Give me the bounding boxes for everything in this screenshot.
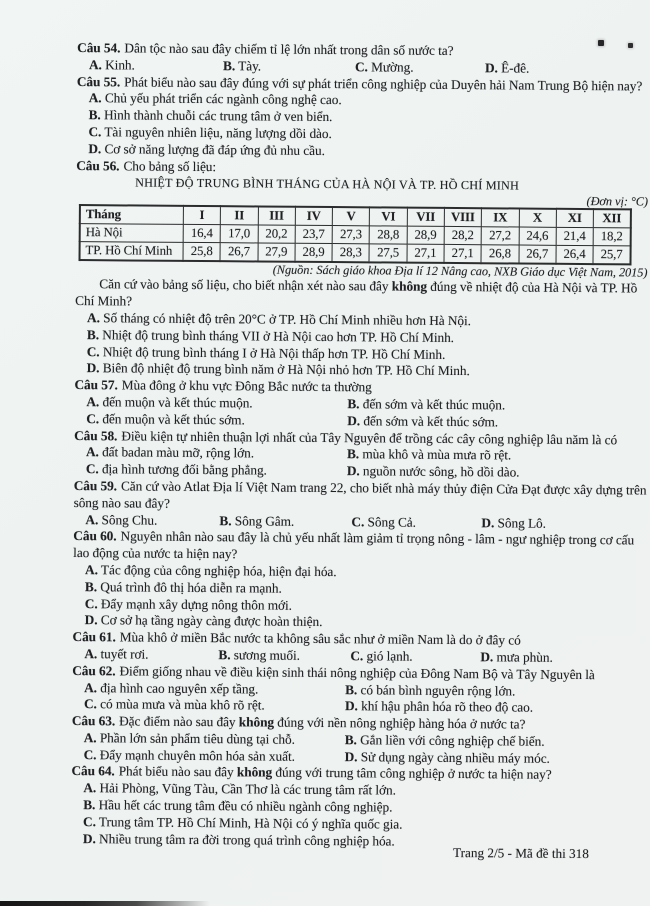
table-cell: 27,5: [369, 244, 406, 263]
table-cell: 27,3: [332, 226, 369, 244]
option-b: [219, 513, 351, 531]
question-64: [71, 764, 646, 852]
question-number: Câu 63.: [71, 713, 116, 729]
options: [73, 562, 648, 634]
option-text: Sông Gâm.: [234, 512, 295, 529]
option-text: Mường.: [371, 59, 414, 75]
option-text: đến muộn và kết thúc sớm.: [102, 411, 245, 428]
table-cell: 18,2: [593, 228, 631, 246]
question-text: [74, 478, 648, 516]
question-text-segment: không: [236, 764, 273, 781]
question-number: Câu 61.: [72, 629, 116, 645]
option-letter: A.: [84, 646, 98, 662]
option-c: [355, 59, 485, 77]
option-text: có bán bình nguyên rộng lớn.: [360, 681, 516, 699]
option-c: [86, 461, 347, 480]
option-letter: B.: [345, 681, 358, 697]
scan-dot-artifact: [598, 40, 604, 46]
scan-edge-artifact: [0, 901, 210, 906]
option-text: mùa khô và mùa mưa rõ rệt.: [362, 446, 512, 463]
option-letter: B.: [86, 326, 100, 342]
question-number: Câu 64.: [71, 763, 115, 779]
option-b: [218, 647, 350, 665]
option-letter: D.: [84, 612, 98, 628]
option-a: [84, 646, 218, 664]
option-d: [481, 515, 647, 533]
table-cell: 21,4: [556, 228, 593, 246]
option-text: Ê-đê.: [501, 60, 530, 76]
table-header-cell: VI: [370, 208, 407, 227]
option-letter: A.: [83, 780, 97, 796]
option-text: Gắn liền với công nghiệp chế biến.: [360, 732, 545, 749]
option-letter: B.: [219, 512, 232, 528]
table-title: NHIỆT ĐỘ TRUNG BÌNH THÁNG CỦA HÀ NỘI VÀ TP. HỒ CHÍ MINH: [135, 175, 520, 193]
table-cell: 20,2: [258, 225, 295, 243]
option-letter: C.: [88, 124, 102, 140]
option-letter: C.: [86, 410, 100, 426]
options: [72, 680, 646, 718]
option-letter: D.: [82, 830, 96, 846]
question-text-segment: Phát biểu nào sau đây đúng với sự phát triển công nghiệp của Duyên hải Nam Trung Bộ hiện nay?: [124, 74, 643, 94]
option-letter: A.: [84, 679, 98, 695]
question-text-segment: không: [391, 278, 428, 295]
option-text: Đẩy mạnh chuyên môn hóa sản xuất.: [99, 746, 295, 764]
option-text: Chủ yếu phát triển các ngành công nghệ cao.: [104, 90, 342, 108]
option-letter: A.: [85, 511, 99, 527]
options: [75, 310, 650, 382]
option-letter: A.: [85, 562, 98, 578]
question-text-segment: Mùa đông ở khu vực Đông Bắc nước ta thường: [121, 377, 372, 395]
option-text: Hình thành chuỗi các trung tâm ở ven biển.: [103, 107, 333, 125]
table-header-cell: I: [183, 206, 220, 225]
option-letter: A.: [88, 56, 102, 73]
question-57: [74, 377, 648, 432]
question-text-segment: Mùa khô ở miền Bắc nước ta không sâu sắc như ở miền Nam là do ở đây có: [119, 629, 521, 648]
option-letter: C.: [85, 461, 99, 477]
table-cell: 28,3: [332, 244, 369, 263]
table-header-cell: IX: [482, 209, 519, 228]
option-text: đến sớm và kết thúc muộn.: [362, 396, 506, 413]
option-letter: D.: [347, 412, 361, 429]
options: [74, 444, 648, 482]
table-header-cell: XII: [593, 209, 631, 228]
question-text-segment: đúng với nền nông nghiệp hàng hóa ở nước ta?: [273, 714, 526, 732]
question-number: Câu 56.: [76, 157, 120, 173]
option-text: Nhiệt độ trung bình tháng VII ở Hà Nội cao hơn TP. Hồ Chí Minh.: [102, 327, 455, 345]
table-cell: 17,0: [220, 225, 257, 243]
option-text: tuyết rơi.: [100, 646, 149, 662]
option-letter: C.: [83, 696, 97, 712]
option-text: Đẩy mạnh xây dựng nông thôn mới.: [100, 595, 293, 613]
table-cell: 27,2: [481, 227, 518, 245]
option-c: [84, 747, 345, 766]
option-d: [485, 60, 650, 78]
option-text: sương muối.: [233, 647, 301, 663]
table-row-label: TP. Hồ Chí Minh: [80, 242, 184, 261]
option-letter: D.: [344, 748, 358, 764]
question-number: Câu 55.: [76, 73, 121, 89]
question-60: [73, 528, 648, 633]
option-text: Sông Cả.: [367, 513, 417, 530]
table-row-label: Hà Nội: [80, 224, 184, 243]
option-text: Phần lớn sản phẩm tiêu dùng tại chỗ.: [99, 730, 295, 747]
option-letter: A.: [83, 730, 97, 746]
question-text-segment: Đặc điểm nào sau đây: [119, 713, 239, 730]
option-text: Cơ sở năng lượng đã đáp ứng đủ nhu cầu.: [104, 141, 325, 158]
option-text: đến sớm và kết thúc sớm.: [363, 413, 499, 430]
option-letter: D.: [86, 360, 100, 376]
option-text: Kinh.: [105, 57, 135, 73]
option-letter: B.: [84, 578, 98, 594]
option-text: nguồn nước sông, hồ dồi dào.: [362, 463, 520, 480]
option-text: Tác động của công nghiệp hóa, hiện đại hóa.: [100, 562, 337, 580]
table-cell: 28,9: [295, 244, 332, 263]
option-text: Sông Lô.: [497, 514, 547, 531]
option-text: Trung tâm TP. Hồ Chí Minh, Hà Nội có ý nghĩa quốc gia.: [98, 814, 403, 832]
table-header-cell: XI: [556, 209, 593, 228]
scan-dot-artifact: [628, 43, 633, 48]
question-text-segment: Cho bảng số liệu:: [123, 157, 217, 174]
option-b: [223, 58, 355, 76]
question-text-segment: không: [238, 714, 275, 730]
table-header-cell: III: [258, 207, 295, 226]
options: [72, 730, 646, 768]
option-text: Cơ sở hạ tầng ngày càng được hoàn thiện.: [100, 612, 323, 630]
option-text: Tài nguyên nhiên liệu, năng lượng dồi dào.: [104, 124, 332, 142]
option-letter: B.: [344, 732, 357, 748]
question-63: [72, 713, 646, 768]
page-footer: Trang 2/5 - Mã đề thi 318: [453, 845, 589, 862]
table-cell: 28,9: [407, 227, 444, 245]
option-letter: A.: [86, 394, 100, 410]
option-text: Số tháng có nhiệt độ trên 20°C ở TP. Hồ Chí Minh nhiều hơn Hà Nội.: [103, 310, 472, 329]
table-header-cell: IV: [295, 207, 332, 226]
option-a: [86, 444, 347, 463]
table-cell: 26,8: [481, 245, 518, 264]
table-cell: 26,4: [556, 246, 593, 265]
question-text-segment: Điểm giống nhau về điều kiện sinh thái nông nghiệp của Đông Nam Bộ và Tây Nguyên là: [119, 663, 595, 682]
question-text-segment: đúng về nhiệt độ của Hà Nội và TP. Hồ Chí Minh?: [75, 279, 638, 309]
option-letter: A.: [88, 90, 102, 106]
option-c: [86, 411, 347, 430]
option-letter: C.: [351, 513, 365, 529]
option-text: Sông Chu.: [101, 511, 158, 528]
option-text: Biên độ nhiệt độ trung bình năm ở Hà Nội nhỏ hơn TP. Hồ Chí Minh.: [102, 360, 470, 379]
option-letter: B.: [83, 797, 96, 813]
option-letter: B.: [218, 647, 231, 663]
option-letter: C.: [83, 746, 97, 762]
question-number: Câu 62.: [72, 662, 116, 679]
temperature-table: [78, 204, 631, 265]
question-number: Câu 59.: [73, 477, 118, 494]
option-c: [351, 514, 481, 532]
option-letter: C.: [84, 595, 98, 611]
option-c: [350, 648, 480, 666]
option-text: địa hình cao nguyên xếp tầng.: [100, 679, 259, 696]
option-text: Hầu hết các trung tâm đều có nhiều ngành công nghiệp.: [98, 797, 393, 815]
question-list: [71, 40, 650, 852]
table-cell: 27,1: [407, 245, 444, 264]
option-a: [84, 730, 345, 749]
option-text: Sử dụng ngày càng nhiều máy móc.: [360, 748, 550, 766]
question-54: [77, 40, 650, 78]
option-letter: B.: [88, 107, 101, 123]
option-text: địa hình tương đối bằng phẳng.: [101, 461, 267, 478]
question-text-segment: Căn cứ vào bảng số liệu, cho biết nhận xét nào sau đây: [99, 276, 392, 294]
question-text-segment: Dân tộc nào sau đây chiếm tỉ lệ lớn nhất trong dân số nước ta?: [124, 40, 454, 58]
option-letter: B.: [347, 396, 360, 412]
table-source-note: (Nguồn: Sách giáo khoa Địa lí 12 Nâng cao, NXB Giáo dục Việt Nam, 2015): [272, 262, 648, 280]
option-text: đất badan màu mỡ, rộng lớn.: [102, 444, 255, 461]
table-cell: 28,8: [370, 226, 407, 244]
option-letter: C.: [350, 648, 364, 664]
option-letter: D.: [481, 514, 495, 530]
option-letter: B.: [222, 57, 236, 74]
question-text-segment: Điều kiện tự nhiên thuận lợi nhất của Tây Nguyên để trồng các cây công nghiệp lâu năm là có: [121, 427, 618, 447]
option-letter: C.: [83, 813, 96, 830]
table-cell: 28,2: [444, 227, 481, 245]
option-letter: A.: [86, 310, 100, 326]
option-a: [86, 394, 347, 413]
option-letter: C.: [86, 343, 100, 359]
table-header-cell: VIII: [444, 208, 481, 227]
option-letter: A.: [85, 444, 99, 460]
question-55: [76, 74, 650, 162]
table-header-cell: V: [332, 207, 369, 226]
option-a: [89, 57, 223, 75]
table-header-cell: Tháng: [80, 205, 184, 224]
table-cell: 24,6: [519, 227, 556, 245]
question-58: [74, 428, 648, 483]
options: [74, 394, 648, 432]
option-text: khí hậu phân hóa rõ theo độ cao.: [361, 698, 534, 715]
table-header-cell: X: [519, 209, 556, 228]
table-header-cell: II: [221, 207, 258, 226]
table-cell: 26,7: [220, 243, 257, 262]
question-text-segment: đúng với trung tâm công nghiệp ở nước ta hiện nay?: [272, 765, 552, 783]
table-header-cell: VII: [407, 208, 444, 227]
option-letter: D.: [480, 649, 494, 665]
question-text-segment: Căn cứ vào Atlat Địa lí Việt Nam trang 22, cho biết nhà máy thủy điện Cửa Đạt được xây dựng trên sông nào sau đây?: [73, 478, 647, 511]
question-text-segment: Phát biểu nào sau đây: [118, 763, 237, 780]
table-cell: 16,4: [183, 225, 220, 243]
option-letter: B.: [346, 446, 360, 462]
table-cell: 27,9: [258, 243, 295, 262]
question-number: Câu 54.: [77, 40, 121, 56]
table-cell: 23,7: [295, 226, 332, 244]
option-a: [84, 680, 345, 699]
table-unit-note: (Đơn vị: °C): [586, 194, 649, 209]
table-cell: 25,8: [183, 243, 220, 262]
options: [71, 780, 646, 852]
option-letter: D.: [344, 698, 358, 714]
table-cell: 27,1: [444, 245, 481, 264]
option-text: mưa phùn.: [496, 649, 553, 665]
option-d: [480, 649, 646, 667]
question-62: [72, 663, 646, 718]
question-text-segment: Nguyên nhân nào sau đây là chủ yếu nhất làm giảm tỉ trọng nông - lâm - ngư nghiệp trong cơ cấu lao động của nước ta hiện nay?: [73, 528, 635, 562]
option-text: Hải Phòng, Vũng Tàu, Cần Thơ là các trung tâm rất lớn.: [99, 780, 396, 798]
table-cell: 25,7: [593, 246, 631, 265]
question-number: Câu 57.: [74, 377, 118, 393]
table-cell: 26,7: [519, 245, 556, 264]
table-question-text: [75, 276, 649, 314]
option-text: có mùa mưa và mùa khô rõ rệt.: [100, 696, 265, 713]
question-59: [73, 478, 647, 533]
option-letter: D.: [484, 60, 498, 76]
option-text: Nhiệt độ trung bình tháng I ở Hà Nội thấp hơn TP. Hồ Chí Minh.: [102, 343, 446, 362]
question-number: Câu 58.: [74, 427, 118, 443]
option-text: Quá trình đô thị hóa diễn ra mạnh.: [100, 578, 282, 596]
option-letter: D.: [346, 463, 360, 479]
question-61: [72, 629, 646, 667]
option-c: [84, 696, 345, 715]
option-letter: D.: [88, 140, 102, 157]
option-letter: C.: [354, 59, 368, 75]
question-56: [75, 158, 650, 382]
option-text: đến muộn và kết thúc muộn.: [102, 394, 253, 411]
question-text: [73, 528, 647, 566]
options: [76, 90, 650, 162]
option-text: Tày.: [238, 58, 262, 74]
option-a: [85, 512, 219, 530]
option-text: gió lạnh.: [366, 648, 413, 664]
option-text: Nhiều trung tâm ra đời trong quá trình công nghiệp hóa.: [99, 830, 395, 849]
question-number: Câu 60.: [73, 528, 117, 544]
